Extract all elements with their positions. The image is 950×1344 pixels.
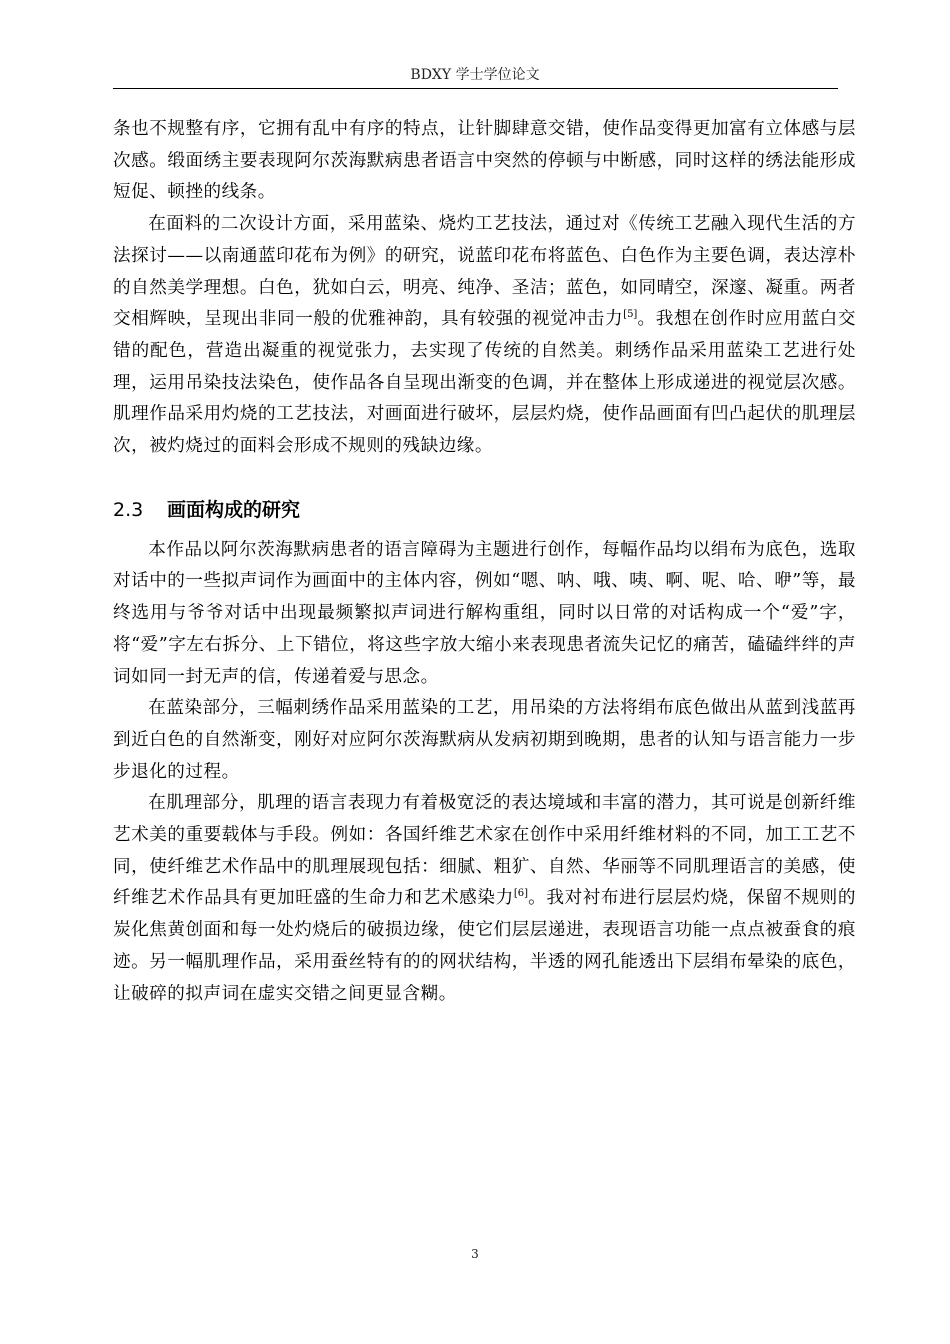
paragraph-text: 。我对衬布进行层层灼烧，保留不规则的炭化焦黄创面和每一处灼烧后的破损边缘，使它们层层递进，表现语言功能一点点被蚕食的痕迹。另一幅肌理作品，采用蚕丝特有的的网状结构，半透的网孔能透出下层绢布晕染的底色，让破碎的拟声词在虚实交错之间更显含糊。 bbox=[113, 888, 856, 1004]
paragraph-blue-dye: 在蓝染部分，三幅刺绣作品采用蓝染的工艺，用吊染的方法将绢布底色做出从蓝到浅蓝再到近白色的自然渐变，刚好对应阿尔茨海默病从发病初期到晚期，患者的认知与语言能力一步步退化的过程。 bbox=[113, 698, 856, 782]
section-number: 2.3 bbox=[113, 498, 144, 521]
paragraph-text: 。我想在创作时应用蓝白交错的配色，营造出凝重的视觉张力，去实现了传统的自然美。刺绣作品采用蓝染工艺进行处理，运用吊染技法染色，使作品各自呈现出渐变的色调，并在整体上形成递进的视觉层次感。肌理作品采用灼烧的工艺技法，对画面进行破坏，层层灼烧，使作品画面有凹凸起伏的肌理层次，被灼烧过的面料会形成不规则的残缺边缘。 bbox=[113, 309, 856, 457]
paragraph-theme: 本作品以阿尔茨海默病患者的语言障碍为主题进行创作，每幅作品均以绢布为底色，选取对话中的一些拟声词作为画面中的主体内容，例如“嗯、呐、哦、咦、啊、呢、哈、咿”等，最终选用与爷爷对话中出现最频繁拟声词进行解构重组，同时以日常的对话构成一个“爱”字，将“爱”字左右拆分、上下错位，将这些字放大缩小来表现患者流失记忆的痛苦，磕磕绊绊的声词如同一封无声的信，传递着爱与思念。 bbox=[113, 539, 856, 687]
citation-reference: [5] bbox=[623, 309, 638, 321]
paragraph-texture bbox=[113, 788, 856, 1010]
running-header: BDXY 学士学位论文 bbox=[410, 67, 540, 83]
page-number: 3 bbox=[471, 1247, 479, 1261]
page-body bbox=[113, 114, 856, 1010]
citation-reference: [6] bbox=[513, 888, 529, 900]
paragraph-text: 在面料的二次设计方面，采用蓝染、烧灼工艺技法，通过对《传统工艺融入现代生活的方法探讨——以南通蓝印花布为例》的研究，说蓝印花布将蓝色、白色作为主要色调，表达淳朴的自然美学理想。白色，犹如白云，明亮、纯净、圣洁；蓝色，如同晴空，深邃、凝重。两者交相辉映，呈现出非同一般的优雅神韵，具有较强的视觉冲击力 bbox=[113, 214, 856, 330]
paragraph-continuation: 条也不规整有序，它拥有乱中有序的特点，让针脚肆意交错，使作品变得更加富有立体感与层次感。缎面绣主要表现阿尔茨海默病患者语言中突然的停顿与中断感，同时这样的绣法能形成短促、顿挫的线条。 bbox=[113, 119, 856, 203]
paragraph-fabric-design bbox=[113, 209, 856, 463]
section-title: 画面构成的研究 bbox=[167, 498, 301, 521]
section-heading bbox=[113, 497, 856, 523]
header-divider bbox=[113, 88, 838, 89]
paragraph-text: 在肌理部分，肌理的语言表现力有着极宽泛的表达境域和丰富的潜力，其可说是创新纤维艺术美的重要载体与手段。例如：各国纤维艺术家在创作中采用纤维材料的不同，加工工艺不同，使纤维艺术作品中的肌理展现包括：细腻、粗犷、自然、华丽等不同肌理语言的美感，使纤维艺术作品具有更加旺盛的生命力和艺术感染力 bbox=[113, 793, 856, 909]
